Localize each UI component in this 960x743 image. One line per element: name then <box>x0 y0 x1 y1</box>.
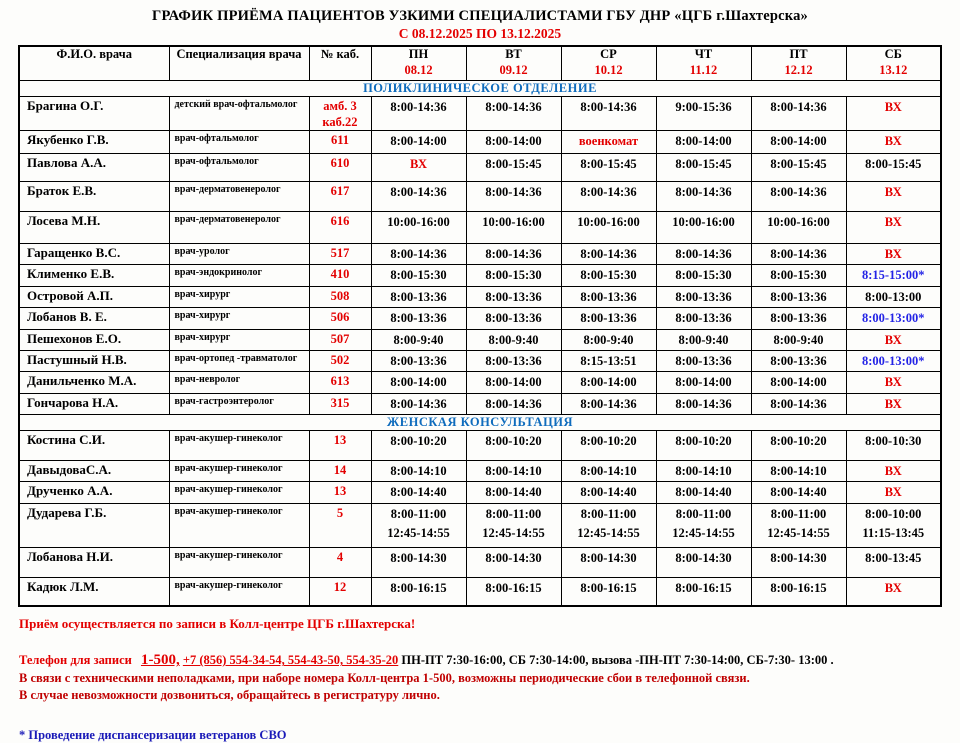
section-header-row <box>19 80 941 96</box>
schedule-cell: 8:00-14:10 <box>466 461 561 482</box>
header-day-ВТ <box>466 46 561 80</box>
section-title: ПОЛИКЛИНИЧЕСКОЕ ОТДЕЛЕНИЕ <box>19 80 941 96</box>
schedule-cell: 8:00-13:36 <box>561 308 656 329</box>
schedule-cell: 8:00-14:40 <box>751 482 846 503</box>
day-date: 11.12 <box>689 62 718 77</box>
doctor-row <box>19 431 941 461</box>
doctor-row <box>19 372 941 393</box>
schedule-cell: ВХ <box>846 482 941 503</box>
schedule-cell: 8:00-9:40 <box>371 329 466 350</box>
doctor-name-cell: Павлова А.А. <box>19 154 169 182</box>
schedule-cell: 8:00-14:36 <box>751 96 846 131</box>
specialization-cell: врач-гастроэнтеролог <box>169 393 309 414</box>
schedule-cell: 8:00-11:00 12:45-14:55 <box>466 503 561 547</box>
cabinet-cell: 617 <box>309 182 371 212</box>
doctor-row <box>19 461 941 482</box>
schedule-cell: 10:00-16:00 <box>371 212 466 244</box>
header-fio: Ф.И.О. врача <box>19 46 169 80</box>
schedule-cell: 8:00-10:30 <box>846 431 941 461</box>
schedule-cell: ВХ <box>846 212 941 244</box>
doctor-name-cell: Клименко Е.В. <box>19 265 169 286</box>
schedule-cell: 8:00-15:30 <box>371 265 466 286</box>
doctor-row <box>19 393 941 414</box>
schedule-cell: 8:00-13:36 <box>751 350 846 371</box>
specialization-cell: врач-акушер-гинеколог <box>169 577 309 606</box>
schedule-cell: 8:00-14:36 <box>656 393 751 414</box>
doctor-name-cell: Островой А.П. <box>19 286 169 307</box>
schedule-cell: 8:00-14:00 <box>371 372 466 393</box>
schedule-cell: 8:00-14:36 <box>466 182 561 212</box>
schedule-cell: 8:00-14:36 <box>371 96 466 131</box>
schedule-cell: 10:00-16:00 <box>466 212 561 244</box>
schedule-cell: 8:00-10:20 <box>656 431 751 461</box>
schedule-cell: 8:00-13:36 <box>371 286 466 307</box>
schedule-cell: 8:00-13:00 <box>846 286 941 307</box>
specialization-cell: врач-акушер-гинеколог <box>169 482 309 503</box>
schedule-cell: 8:00-15:30 <box>656 265 751 286</box>
phone-label: Телефон для записи <box>19 653 132 668</box>
schedule-cell: 8:00-14:36 <box>656 182 751 212</box>
schedule-cell: 8:00-14:00 <box>371 131 466 154</box>
schedule-cell: 8:00-13:36 <box>371 308 466 329</box>
doctor-name-cell: Друченко А.А. <box>19 482 169 503</box>
cabinet-cell: 506 <box>309 308 371 329</box>
schedule-cell: ВХ <box>846 329 941 350</box>
schedule-cell: 8:00-14:40 <box>561 482 656 503</box>
day-name: СР <box>600 47 617 61</box>
schedule-cell: 8:00-14:36 <box>466 96 561 131</box>
schedule-cell: ВХ <box>846 131 941 154</box>
cabinet-cell: 507 <box>309 329 371 350</box>
schedule-cell: 8:00-9:40 <box>656 329 751 350</box>
cabinet-cell: амб. 3 каб.22 <box>309 96 371 131</box>
schedule-cell: 8:00-14:40 <box>466 482 561 503</box>
doctor-row <box>19 286 941 307</box>
doctor-name-cell: Гаращенко В.С. <box>19 244 169 265</box>
doctor-name-cell: Лобанов В. Е. <box>19 308 169 329</box>
doctor-name-cell: Пастушный Н.В. <box>19 350 169 371</box>
day-name: ПТ <box>789 47 808 61</box>
doctor-name-cell: Кадюк Л.М. <box>19 577 169 606</box>
page-title: ГРАФИК ПРИЁМА ПАЦИЕНТОВ УЗКИМИ СПЕЦИАЛИСТАМИ ГБУ ДНР «ЦГБ г.Шахтерска» <box>152 8 808 24</box>
specialization-cell: врач-офтальмолог <box>169 154 309 182</box>
phone-numbers: +7 (856) 554-34-54, 554-43-50, 554-35-20 <box>182 653 399 668</box>
schedule-cell: 8:00-16:15 <box>466 577 561 606</box>
schedule-cell: 8:00-11:00 12:45-14:55 <box>751 503 846 547</box>
schedule-cell: 8:00-14:36 <box>561 96 656 131</box>
specialization-cell: врач-эндокринолог <box>169 265 309 286</box>
date-range: С 08.12.2025 ПО 13.12.2025 <box>398 26 562 41</box>
schedule-cell: 8:00-14:36 <box>751 393 846 414</box>
doctor-row <box>19 482 941 503</box>
specialization-cell: врач-дерматовенеролог <box>169 212 309 244</box>
specialization-cell: врач-хирург <box>169 329 309 350</box>
fallback-note: В случае невозможности дозвониться, обращайтесь в регистратуру лично. <box>19 688 440 703</box>
doctor-name-cell: Костина С.И. <box>19 431 169 461</box>
day-date: 12.12 <box>784 62 813 77</box>
schedule-cell: 8:00-10:20 <box>371 431 466 461</box>
day-name: СБ <box>884 47 902 61</box>
day-date: 10.12 <box>594 62 623 77</box>
schedule-cell: 8:00-15:45 <box>656 154 751 182</box>
schedule-cell: 8:00-13:36 <box>751 286 846 307</box>
doctor-name-cell: Дударева Г.Б. <box>19 503 169 547</box>
day-date: 09.12 <box>499 62 528 77</box>
phone-line <box>19 652 942 669</box>
header-day-ЧТ <box>656 46 751 80</box>
schedule-cell: 8:00-14:00 <box>751 131 846 154</box>
doctor-row <box>19 577 941 606</box>
specialization-cell: врач-невролог <box>169 372 309 393</box>
specialization-cell: врач-офтальмолог <box>169 131 309 154</box>
doctor-name-cell: Гончарова Н.А. <box>19 393 169 414</box>
schedule-cell: 8:00-10:20 <box>466 431 561 461</box>
schedule-cell: ВХ <box>846 244 941 265</box>
schedule-cell: 8:00-14:00 <box>466 131 561 154</box>
doctor-row <box>19 503 941 547</box>
schedule-cell: 9:00-15:36 <box>656 96 751 131</box>
doctor-name-cell: ДавыдоваС.А. <box>19 461 169 482</box>
schedule-cell: 8:00-14:10 <box>751 461 846 482</box>
specialization-cell: врач-акушер-гинеколог <box>169 503 309 547</box>
table-header-row <box>19 46 941 80</box>
cabinet-cell: 613 <box>309 372 371 393</box>
schedule-cell: 8:00-14:00 <box>466 372 561 393</box>
day-date: 13.12 <box>879 62 908 77</box>
cabinet-cell: 5 <box>309 503 371 547</box>
schedule-cell: 8:00-14:36 <box>466 244 561 265</box>
schedule-cell: 10:00-16:00 <box>561 212 656 244</box>
schedule-cell: 8:00-14:10 <box>656 461 751 482</box>
schedule-cell: 8:00-14:36 <box>561 182 656 212</box>
schedule-cell: 8:00-13:36 <box>656 308 751 329</box>
schedule-cell: 8:00-13:45 <box>846 547 941 577</box>
schedule-cell: 8:00-14:30 <box>656 547 751 577</box>
schedule-cell: 8:00-13:36 <box>466 350 561 371</box>
header-day-СР <box>561 46 656 80</box>
cabinet-cell: 517 <box>309 244 371 265</box>
doctor-row <box>19 212 941 244</box>
schedule-cell: 8:00-10:20 <box>751 431 846 461</box>
schedule-cell: 8:00-14:10 <box>561 461 656 482</box>
specialization-cell: врач-акушер-гинеколог <box>169 431 309 461</box>
doctor-name-cell: Браток Е.В. <box>19 182 169 212</box>
schedule-cell: 8:00-13:36 <box>561 286 656 307</box>
schedule-cell: 8:00-13:36 <box>656 286 751 307</box>
schedule-cell: 8:00-13:36 <box>371 350 466 371</box>
schedule-cell: 8:00-13:36 <box>466 308 561 329</box>
schedule-table <box>18 45 942 607</box>
specialization-cell: врач-хирург <box>169 308 309 329</box>
doctor-name-cell: Якубенко Г.В. <box>19 131 169 154</box>
doctor-row <box>19 350 941 371</box>
schedule-cell: 8:00-14:00 <box>751 372 846 393</box>
schedule-cell: 8:00-14:10 <box>371 461 466 482</box>
schedule-cell: 8:00-11:00 12:45-14:55 <box>656 503 751 547</box>
specialization-cell: врач-акушер-гинеколог <box>169 547 309 577</box>
cabinet-cell: 12 <box>309 577 371 606</box>
cabinet-cell: 610 <box>309 154 371 182</box>
cabinet-cell: 4 <box>309 547 371 577</box>
schedule-cell: 8:00-13:36 <box>751 308 846 329</box>
schedule-cell: ВХ <box>846 96 941 131</box>
schedule-cell: 8:00-15:30 <box>561 265 656 286</box>
doctor-name-cell: Лобанова Н.И. <box>19 547 169 577</box>
specialization-cell: детский врач-офтальмолог <box>169 96 309 131</box>
schedule-cell: ВХ <box>846 182 941 212</box>
schedule-cell: 8:00-14:36 <box>751 244 846 265</box>
header-day-СБ <box>846 46 941 80</box>
header-day-ПТ <box>751 46 846 80</box>
cabinet-cell: 616 <box>309 212 371 244</box>
schedule-cell: 8:00-14:36 <box>561 393 656 414</box>
schedule-cell: 8:00-14:36 <box>466 393 561 414</box>
schedule-cell: 8:00-14:36 <box>371 393 466 414</box>
doctor-name-cell: Пешехонов Е.О. <box>19 329 169 350</box>
day-name: ПН <box>408 47 429 61</box>
schedule-cell: 8:00-14:30 <box>466 547 561 577</box>
schedule-cell: 8:00-14:30 <box>371 547 466 577</box>
schedule-cell: ВХ <box>371 154 466 182</box>
schedule-cell: ВХ <box>846 577 941 606</box>
doctor-row <box>19 329 941 350</box>
schedule-cell: 8:00-16:15 <box>371 577 466 606</box>
doctor-row <box>19 182 941 212</box>
doctor-name-cell: Данильченко М.А. <box>19 372 169 393</box>
schedule-cell: 8:00-14:36 <box>561 244 656 265</box>
schedule-cell: 8:00-15:45 <box>846 154 941 182</box>
schedule-cell: 8:00-14:36 <box>656 244 751 265</box>
schedule-cell: 8:00-13:00* <box>846 308 941 329</box>
schedule-cell: 8:00-14:40 <box>371 482 466 503</box>
doctor-row <box>19 547 941 577</box>
cabinet-cell: 508 <box>309 286 371 307</box>
doctor-row <box>19 131 941 154</box>
tech-issues-note: В связи с техническими неполадками, при наборе номера Колл-центра 1-500, возможны периодические сбои в телефонной связи. <box>19 671 750 686</box>
doctor-row <box>19 154 941 182</box>
schedule-cell: 8:00-14:36 <box>371 244 466 265</box>
section-title: ЖЕНСКАЯ КОНСУЛЬТАЦИЯ <box>19 415 941 431</box>
doctor-row <box>19 96 941 131</box>
footer-notes <box>18 616 942 743</box>
specialization-cell: врач-уролог <box>169 244 309 265</box>
schedule-cell: 8:00-15:45 <box>466 154 561 182</box>
schedule-cell: 8:00-16:15 <box>561 577 656 606</box>
header-specialization: Специализация врача <box>169 46 309 80</box>
specialization-cell: врач-ортопед -травматолог <box>169 350 309 371</box>
cabinet-cell: 611 <box>309 131 371 154</box>
schedule-cell: 8:00-10:00 11:15-13:45 <box>846 503 941 547</box>
schedule-cell: 8:00-15:30 <box>466 265 561 286</box>
phone-short-number: 1-500, <box>140 652 180 669</box>
schedule-cell: 8:00-13:36 <box>466 286 561 307</box>
cabinet-cell: 14 <box>309 461 371 482</box>
schedule-cell: военкомат <box>561 131 656 154</box>
schedule-cell: 8:00-16:15 <box>751 577 846 606</box>
schedule-cell: 8:00-14:00 <box>656 131 751 154</box>
schedule-cell: 8:00-14:30 <box>751 547 846 577</box>
schedule-cell: 8:15-13:51 <box>561 350 656 371</box>
cabinet-cell: 410 <box>309 265 371 286</box>
specialization-cell: врач-дерматовенеролог <box>169 182 309 212</box>
day-name: ЧТ <box>694 47 713 61</box>
schedule-cell: 8:00-14:36 <box>751 182 846 212</box>
day-name: ВТ <box>505 47 522 61</box>
asterisk-footnote: * Проведение диспансеризации ветеранов СВО <box>19 728 287 743</box>
doctor-name-cell: Лосева М.Н. <box>19 212 169 244</box>
schedule-table-body <box>19 80 941 606</box>
specialization-cell: врач-акушер-гинеколог <box>169 461 309 482</box>
schedule-cell: 8:00-15:45 <box>561 154 656 182</box>
cabinet-cell: 13 <box>309 482 371 503</box>
schedule-cell: 8:00-9:40 <box>751 329 846 350</box>
schedule-cell: 10:00-16:00 <box>656 212 751 244</box>
specialization-cell: врач-хирург <box>169 286 309 307</box>
schedule-cell: 8:00-9:40 <box>466 329 561 350</box>
schedule-cell: 8:00-11:00 12:45-14:55 <box>561 503 656 547</box>
schedule-cell: 8:00-14:30 <box>561 547 656 577</box>
schedule-cell: 8:00-13:00* <box>846 350 941 371</box>
schedule-cell: 10:00-16:00 <box>751 212 846 244</box>
schedule-cell: 8:00-14:00 <box>561 372 656 393</box>
cabinet-cell: 315 <box>309 393 371 414</box>
doctor-name-cell: Брагина О.Г. <box>19 96 169 131</box>
schedule-cell: ВХ <box>846 393 941 414</box>
schedule-cell: 8:00-14:36 <box>371 182 466 212</box>
cabinet-cell: 502 <box>309 350 371 371</box>
day-date: 08.12 <box>404 62 433 77</box>
schedule-cell: 8:00-15:30 <box>751 265 846 286</box>
schedule-cell: 8:00-11:00 12:45-14:55 <box>371 503 466 547</box>
schedule-cell: 8:00-13:36 <box>656 350 751 371</box>
header-day-ПН <box>371 46 466 80</box>
schedule-cell: 8:15-15:00* <box>846 265 941 286</box>
schedule-cell: 8:00-10:20 <box>561 431 656 461</box>
cabinet-cell: 13 <box>309 431 371 461</box>
schedule-cell: 8:00-14:00 <box>656 372 751 393</box>
doctor-row <box>19 265 941 286</box>
doctor-row <box>19 308 941 329</box>
header-cabinet: № каб. <box>309 46 371 80</box>
booking-note: Приём осуществляется по записи в Колл-центре ЦГБ г.Шахтерска! <box>19 616 416 632</box>
schedule-cell: ВХ <box>846 461 941 482</box>
schedule-cell: 8:00-9:40 <box>561 329 656 350</box>
schedule-cell: 8:00-14:40 <box>656 482 751 503</box>
schedule-cell: 8:00-16:15 <box>656 577 751 606</box>
schedule-cell: 8:00-15:45 <box>751 154 846 182</box>
schedule-cell: ВХ <box>846 372 941 393</box>
phone-hours: ПН-ПТ 7:30-16:00, СБ 7:30-14:00, вызова -ПН-ПТ 7:30-14:00, СБ-7:30- 13:00 . <box>401 653 834 668</box>
section-header-row <box>19 415 941 431</box>
doctor-row <box>19 244 941 265</box>
